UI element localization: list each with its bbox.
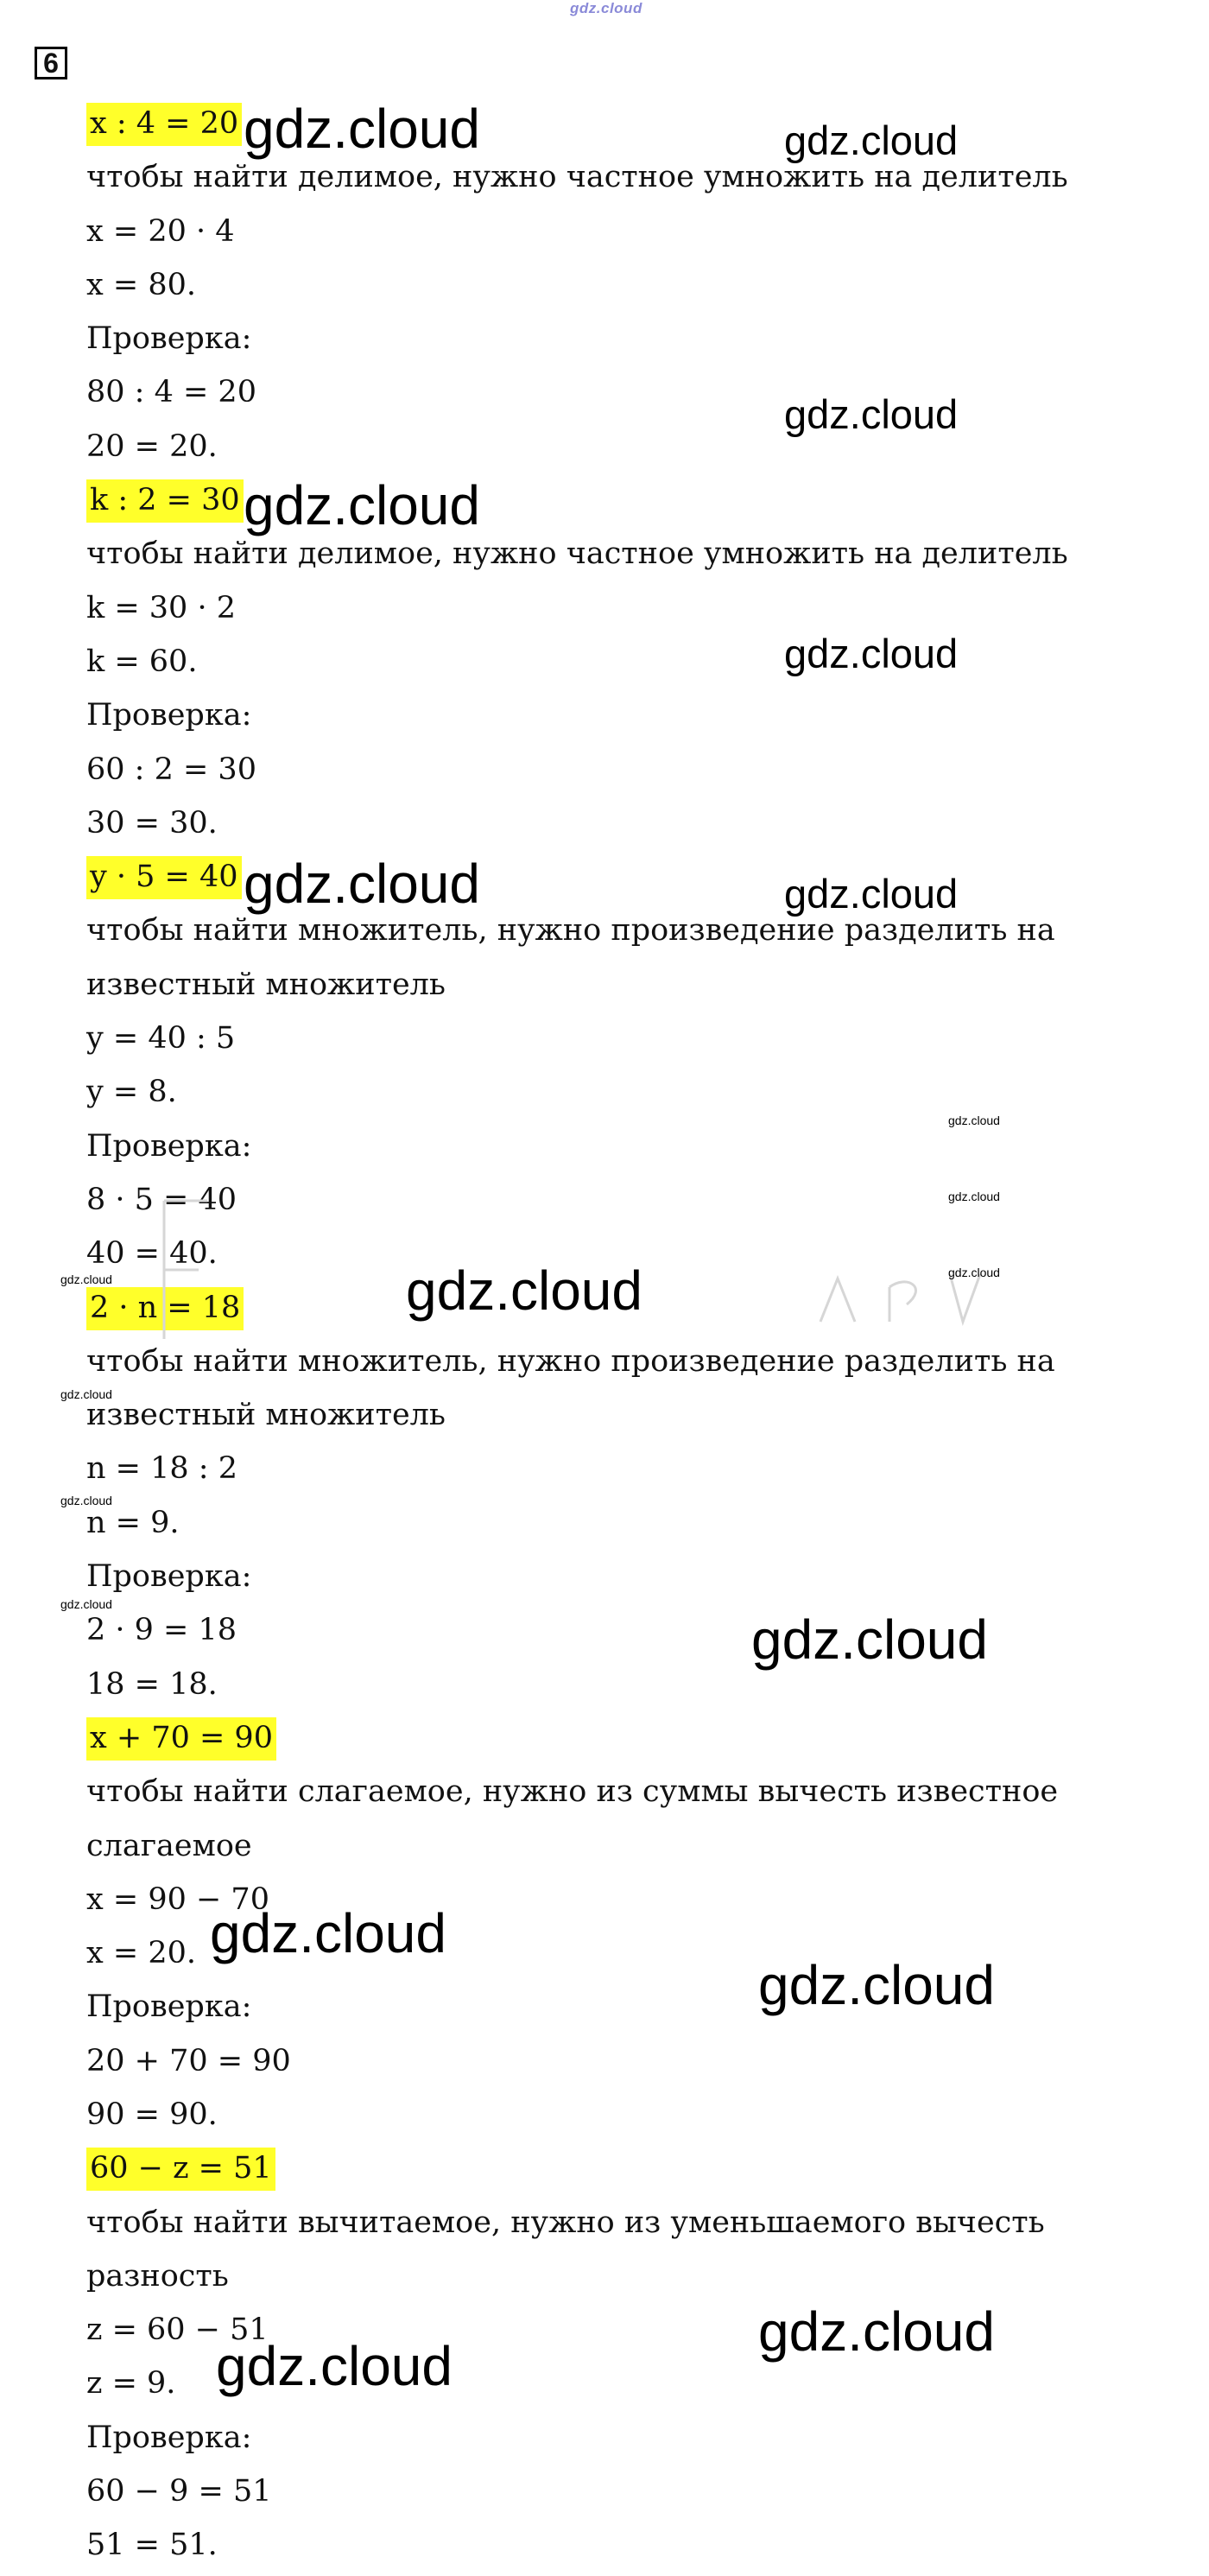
solution-line — [86, 258, 1071, 312]
line-text: z = 60 − 51 — [86, 2313, 269, 2348]
solution-line — [86, 1765, 1071, 1818]
line-text: 8 · 5 = 40 — [86, 1182, 237, 1217]
highlighted-equation: 60 − z = 51 — [86, 2148, 275, 2191]
line-text: Проверка: — [86, 698, 252, 733]
line-text: Проверка: — [86, 2420, 252, 2455]
solution-line — [86, 1819, 1071, 1873]
solution-line — [86, 958, 1071, 1012]
solution-line — [86, 1442, 1071, 1495]
task-number-box: 6 — [35, 47, 67, 79]
watermark-3: gdz.cloud — [784, 391, 959, 437]
line-text: 80 : 4 = 20 — [86, 375, 256, 410]
solution-line — [86, 2411, 1071, 2465]
solution-line — [86, 312, 1071, 365]
line-text: n = 18 : 2 — [86, 1451, 237, 1487]
solution-line — [86, 2088, 1071, 2141]
line-text: разность — [86, 2258, 229, 2294]
line-text: чтобы найти слагаемое, нужно из суммы вычесть известное — [86, 1774, 1059, 1810]
solution-line — [86, 743, 1071, 796]
watermark-6: gdz.cloud — [244, 853, 480, 915]
solution-line — [86, 205, 1071, 258]
solution-line — [86, 2249, 1071, 2303]
line-text: чтобы найти множитель, нужно произведение разделить на — [86, 1343, 1055, 1379]
watermark-5: gdz.cloud — [784, 631, 959, 676]
line-text: 2 · 9 = 18 — [86, 1613, 237, 1648]
highlighted-equation: y · 5 = 40 — [86, 856, 242, 899]
line-text: чтобы найти вычитаемое, нужно из уменьшаемого вычесть — [86, 2205, 1045, 2240]
line-text: чтобы найти делимое, нужно частное умножить на делитель — [86, 536, 1068, 572]
solution-line — [86, 1550, 1071, 1603]
highlighted-equation: x : 4 = 20 — [86, 103, 242, 146]
line-text: n = 9. — [86, 1505, 180, 1540]
line-text: Проверка: — [86, 321, 252, 357]
solution-line — [86, 1496, 1071, 1550]
equation-line — [86, 1711, 1071, 1765]
line-text: известный множитель — [86, 967, 446, 1002]
line-text: Проверка: — [86, 1559, 252, 1595]
watermark-18: gdz.cloud — [758, 1954, 995, 2016]
watermark-1: gdz.cloud — [244, 98, 480, 160]
watermark-8: gdz.cloud — [948, 1114, 1000, 1127]
watermark-20: gdz.cloud — [216, 2335, 453, 2397]
highlighted-equation: k : 2 = 30 — [86, 479, 244, 523]
solution-line — [86, 581, 1071, 635]
line-text: слагаемое — [86, 1828, 252, 1863]
highlighted-equation: 2 · n = 18 — [86, 1287, 244, 1330]
highlighted-equation: x + 70 = 90 — [86, 1717, 276, 1761]
line-text: 60 : 2 = 30 — [86, 752, 256, 787]
solution-line — [86, 1120, 1071, 1173]
line-text: x = 80. — [86, 267, 196, 302]
watermark-4: gdz.cloud — [244, 474, 480, 536]
line-text: z = 9. — [86, 2366, 176, 2402]
watermark-14: gdz.cloud — [60, 1494, 112, 1507]
watermark-12: gdz.cloud — [406, 1259, 642, 1322]
watermark-2: gdz.cloud — [784, 117, 959, 163]
solution-line — [86, 2034, 1071, 2088]
line-text: 90 = 90. — [86, 2097, 218, 2132]
line-text: 51 = 51. — [86, 2528, 218, 2563]
line-text: Проверка: — [86, 1989, 252, 2025]
watermark-17: gdz.cloud — [210, 1902, 446, 1964]
watermark-9: gdz.cloud — [948, 1190, 1000, 1203]
equation-line — [86, 2141, 1071, 2195]
line-text: 18 = 18. — [86, 1666, 218, 1702]
line-text: чтобы найти делимое, нужно частное умножить на делитель — [86, 160, 1068, 195]
solution-line — [86, 1173, 1071, 1227]
equation-line — [86, 473, 1071, 527]
line-text: 60 − 9 = 51 — [86, 2474, 272, 2509]
line-text: k = 30 · 2 — [86, 590, 236, 625]
line-text: 30 = 30. — [86, 805, 218, 841]
solution-line — [86, 688, 1071, 742]
line-text: y = 8. — [86, 1075, 177, 1110]
solution-line — [86, 2196, 1071, 2249]
solution-line — [86, 1065, 1071, 1119]
line-text: 20 + 70 = 90 — [86, 2043, 291, 2078]
watermark-7: gdz.cloud — [784, 871, 959, 917]
solution-line — [86, 1012, 1071, 1065]
line-text: 20 = 20. — [86, 428, 218, 464]
line-text: x = 90 − 70 — [86, 1881, 269, 1917]
solution-line — [86, 1335, 1071, 1388]
watermark-10: gdz.cloud — [948, 1266, 1000, 1279]
solution-line — [86, 527, 1071, 581]
line-text: x = 20. — [86, 1936, 196, 1971]
top-watermark: gdz.cloud — [570, 0, 642, 16]
line-text: x = 20 · 4 — [86, 213, 235, 249]
line-text: y = 40 : 5 — [86, 1021, 236, 1056]
solution-line — [86, 2465, 1071, 2518]
solution-line — [86, 2518, 1071, 2572]
solution-line — [86, 1388, 1071, 1442]
line-text: 40 = 40. — [86, 1236, 218, 1272]
watermark-13: gdz.cloud — [60, 1387, 112, 1401]
watermark-11: gdz.cloud — [60, 1272, 112, 1286]
line-text: k = 60. — [86, 644, 198, 679]
watermark-16: gdz.cloud — [751, 1608, 988, 1671]
watermark-19: gdz.cloud — [758, 2300, 995, 2363]
line-text: чтобы найти множитель, нужно произведение разделить на — [86, 913, 1055, 949]
line-text: известный множитель — [86, 1398, 446, 1433]
solution-text — [86, 97, 1071, 2573]
solution-line — [86, 796, 1071, 850]
line-text: Проверка: — [86, 1128, 252, 1164]
watermark-15: gdz.cloud — [60, 1597, 112, 1611]
